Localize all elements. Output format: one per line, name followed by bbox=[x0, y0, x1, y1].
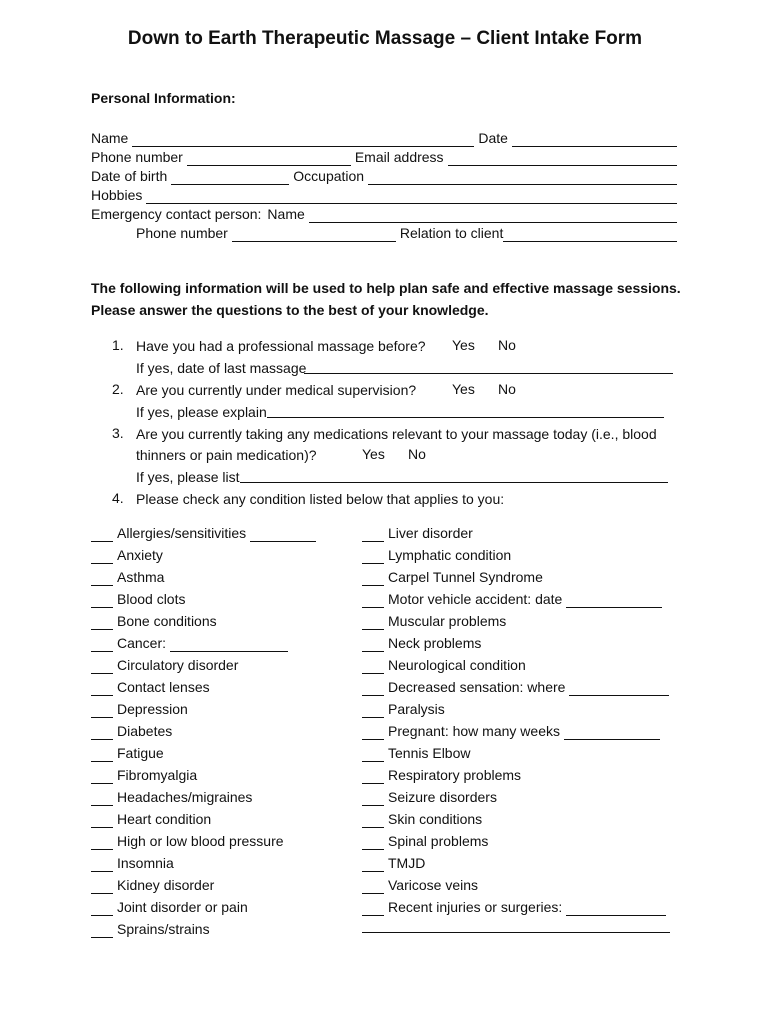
condition-item: Lymphatic condition bbox=[362, 546, 511, 564]
dob-label: Date of birth bbox=[91, 168, 168, 184]
condition-item: Blood clots bbox=[91, 590, 185, 608]
q3-number: 3. bbox=[112, 425, 124, 441]
condition-item: Pregnant: how many weeks bbox=[362, 722, 660, 740]
pregnancy-weeks-field[interactable] bbox=[564, 726, 660, 740]
condition-checkbox[interactable] bbox=[362, 748, 384, 762]
condition-checkbox[interactable] bbox=[91, 528, 113, 542]
q4-text: Please check any condition listed below that applies to you: bbox=[136, 491, 505, 507]
relation-label: Relation to client bbox=[399, 225, 504, 241]
condition-checkbox[interactable] bbox=[362, 770, 384, 784]
condition-checkbox[interactable] bbox=[362, 704, 384, 718]
accident-date-field[interactable] bbox=[566, 594, 662, 608]
recent-injuries-extra-line[interactable] bbox=[362, 932, 670, 933]
name-field[interactable] bbox=[132, 132, 474, 147]
relation-field[interactable] bbox=[503, 227, 677, 242]
condition-item: Joint disorder or pain bbox=[91, 898, 248, 916]
condition-item: Recent injuries or surgeries: bbox=[362, 898, 666, 916]
condition-checkbox[interactable] bbox=[91, 792, 113, 806]
email-field[interactable] bbox=[448, 151, 677, 166]
condition-checkbox[interactable] bbox=[362, 528, 384, 542]
q3-followup-field[interactable] bbox=[240, 482, 668, 483]
condition-item: Anxiety bbox=[91, 546, 163, 564]
condition-checkbox[interactable] bbox=[362, 594, 384, 608]
date-field[interactable] bbox=[512, 132, 677, 147]
condition-item: Kidney disorder bbox=[91, 876, 214, 894]
q2-yes[interactable]: Yes bbox=[452, 381, 475, 397]
condition-item: Skin conditions bbox=[362, 810, 482, 828]
dob-occupation-row bbox=[91, 166, 681, 185]
phone-email-row bbox=[91, 147, 681, 166]
q1-yes[interactable]: Yes bbox=[452, 337, 475, 353]
sensation-where-field[interactable] bbox=[569, 682, 669, 696]
notice-line-2: Please answer the questions to the best of your knowledge. bbox=[91, 302, 489, 318]
personal-info-heading: Personal Information: bbox=[91, 90, 236, 106]
condition-item: Carpel Tunnel Syndrome bbox=[362, 568, 543, 586]
condition-item: Heart condition bbox=[91, 810, 211, 828]
condition-checkbox[interactable] bbox=[91, 616, 113, 630]
condition-checkbox[interactable] bbox=[91, 572, 113, 586]
q1-followup-field[interactable] bbox=[304, 373, 673, 374]
recent-injuries-field[interactable] bbox=[566, 902, 666, 916]
condition-checkbox[interactable] bbox=[91, 660, 113, 674]
email-label: Email address bbox=[354, 149, 444, 165]
q2-text: Are you currently under medical supervision? bbox=[136, 382, 417, 398]
condition-checkbox[interactable] bbox=[91, 836, 113, 850]
condition-item: Neck problems bbox=[362, 634, 481, 652]
emergency-phone-field[interactable] bbox=[232, 227, 396, 242]
condition-item: Respiratory problems bbox=[362, 766, 521, 784]
q1-no[interactable]: No bbox=[498, 337, 516, 353]
form-title: Down to Earth Therapeutic Massage – Client Intake Form bbox=[127, 28, 643, 49]
condition-checkbox[interactable] bbox=[362, 726, 384, 740]
condition-checkbox[interactable] bbox=[91, 814, 113, 828]
condition-item: Seizure disorders bbox=[362, 788, 497, 806]
q3-yes[interactable]: Yes bbox=[362, 446, 385, 462]
condition-item: Spinal problems bbox=[362, 832, 488, 850]
condition-checkbox[interactable] bbox=[91, 770, 113, 784]
condition-checkbox[interactable] bbox=[362, 550, 384, 564]
condition-checkbox[interactable] bbox=[362, 616, 384, 630]
q2-followup-label: If yes, please explain bbox=[136, 404, 267, 420]
condition-checkbox[interactable] bbox=[91, 858, 113, 872]
emergency-name-field[interactable] bbox=[309, 208, 677, 223]
condition-item: Depression bbox=[91, 700, 188, 718]
condition-item: Fatigue bbox=[91, 744, 164, 762]
condition-checkbox[interactable] bbox=[91, 704, 113, 718]
condition-checkbox[interactable] bbox=[362, 682, 384, 696]
condition-item: Neurological condition bbox=[362, 656, 526, 674]
condition-item: Contact lenses bbox=[91, 678, 210, 696]
hobbies-field[interactable] bbox=[146, 189, 677, 204]
condition-checkbox[interactable] bbox=[362, 902, 384, 916]
hobbies-label: Hobbies bbox=[91, 187, 143, 203]
q3-followup-label: If yes, please list bbox=[136, 469, 240, 485]
condition-checkbox[interactable] bbox=[91, 902, 113, 916]
emergency-label: Emergency contact person: bbox=[91, 206, 262, 222]
condition-checkbox[interactable] bbox=[362, 836, 384, 850]
condition-checkbox[interactable] bbox=[362, 660, 384, 674]
condition-checkbox[interactable] bbox=[91, 924, 113, 938]
condition-item: Sprains/strains bbox=[91, 920, 210, 938]
emergency-row bbox=[91, 204, 681, 223]
name-date-row bbox=[91, 128, 681, 147]
date-label: Date bbox=[478, 130, 508, 146]
condition-item: Asthma bbox=[91, 568, 164, 586]
q4-number: 4. bbox=[112, 490, 124, 506]
condition-item: Fibromyalgia bbox=[91, 766, 197, 784]
condition-checkbox[interactable] bbox=[91, 594, 113, 608]
name-label: Name bbox=[91, 130, 129, 146]
condition-item: Bone conditions bbox=[91, 612, 217, 630]
q1-followup-label: If yes, date of last massage bbox=[136, 360, 307, 376]
condition-checkbox[interactable] bbox=[91, 682, 113, 696]
condition-item: Headaches/migraines bbox=[91, 788, 252, 806]
hobbies-row bbox=[91, 185, 681, 204]
condition-checkbox[interactable] bbox=[91, 726, 113, 740]
phone-label: Phone number bbox=[91, 149, 183, 165]
phone-field[interactable] bbox=[187, 151, 351, 166]
condition-item: Motor vehicle accident: date bbox=[362, 590, 662, 608]
condition-checkbox[interactable] bbox=[91, 748, 113, 762]
cancer-details-field[interactable] bbox=[170, 638, 288, 652]
condition-checkbox[interactable] bbox=[91, 550, 113, 564]
condition-item: Insomnia bbox=[91, 854, 174, 872]
condition-checkbox[interactable] bbox=[362, 814, 384, 828]
q3-no[interactable]: No bbox=[408, 446, 426, 462]
q1-text: Have you had a professional massage before? bbox=[136, 338, 426, 354]
q3-text-line-1: Are you currently taking any medications relevant to your massage today (i.e., blood bbox=[136, 426, 657, 442]
condition-item: Muscular problems bbox=[362, 612, 506, 630]
occupation-field[interactable] bbox=[368, 170, 677, 185]
condition-item: Cancer: bbox=[91, 634, 288, 652]
condition-item: Paralysis bbox=[362, 700, 445, 718]
condition-checkbox[interactable] bbox=[362, 880, 384, 894]
q2-no[interactable]: No bbox=[498, 381, 516, 397]
emergency-name-label: Name bbox=[267, 206, 305, 222]
condition-checkbox[interactable] bbox=[362, 792, 384, 806]
condition-checkbox[interactable] bbox=[362, 858, 384, 872]
emergency-phone-label: Phone number bbox=[136, 225, 228, 241]
condition-item: Decreased sensation: where bbox=[362, 678, 669, 696]
condition-checkbox[interactable] bbox=[91, 880, 113, 894]
allergies-details-field[interactable] bbox=[250, 528, 316, 542]
condition-item: Liver disorder bbox=[362, 524, 473, 542]
condition-item: Diabetes bbox=[91, 722, 172, 740]
condition-item: Circulatory disorder bbox=[91, 656, 238, 674]
occupation-label: Occupation bbox=[293, 168, 365, 184]
q2-followup-field[interactable] bbox=[267, 417, 664, 418]
condition-checkbox[interactable] bbox=[362, 572, 384, 586]
condition-checkbox[interactable] bbox=[91, 638, 113, 652]
dob-field[interactable] bbox=[171, 170, 289, 185]
condition-item: Varicose veins bbox=[362, 876, 478, 894]
condition-item: TMJD bbox=[362, 854, 425, 872]
condition-item: High or low blood pressure bbox=[91, 832, 284, 850]
q2-number: 2. bbox=[112, 381, 124, 397]
q1-number: 1. bbox=[112, 337, 124, 353]
q3-text-line-2: thinners or pain medication)? bbox=[136, 447, 317, 463]
condition-checkbox[interactable] bbox=[362, 638, 384, 652]
emergency-phone-row bbox=[136, 223, 681, 242]
condition-item: Tennis Elbow bbox=[362, 744, 471, 762]
condition-item: Allergies/sensitivities bbox=[91, 524, 316, 542]
notice-line-1: The following information will be used to help plan safe and effective massage sessions. bbox=[91, 280, 681, 296]
